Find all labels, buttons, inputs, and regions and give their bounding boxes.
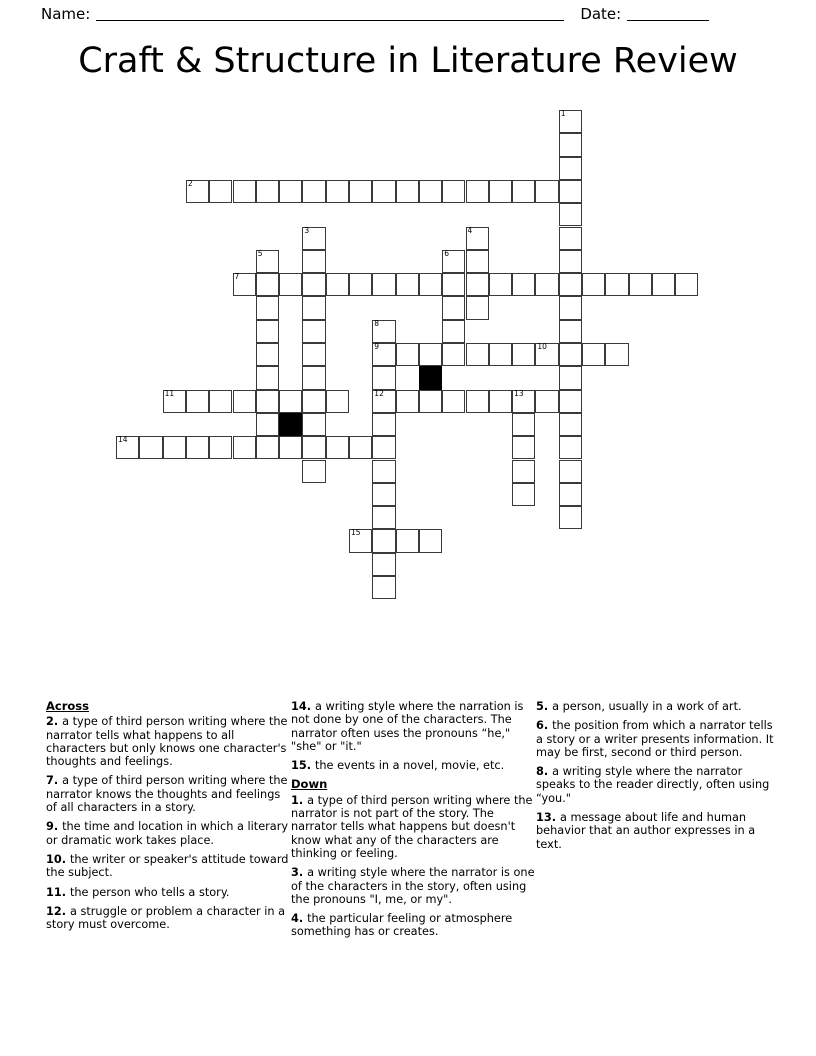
grid-cell[interactable] <box>442 320 465 343</box>
clue-number: 10. <box>46 852 70 866</box>
grid-cell[interactable] <box>582 273 605 296</box>
grid-cell[interactable] <box>279 273 302 296</box>
grid-cell[interactable] <box>512 343 535 366</box>
grid-cell[interactable] <box>233 180 256 203</box>
clue-text: a writing style where the narrator speaks to the reader directly, often using “you." <box>536 765 770 805</box>
grid-cell[interactable] <box>396 180 419 203</box>
grid-cell-number: 8 <box>374 318 380 328</box>
clue-column-3 <box>536 700 781 945</box>
date-input-line[interactable] <box>627 8 709 21</box>
grid-cell[interactable] <box>302 460 325 483</box>
grid-cell[interactable] <box>675 273 698 296</box>
grid-cell[interactable] <box>559 436 582 459</box>
page-title: Craft & Structure in Literature Review <box>78 41 738 81</box>
clue-number: 8. <box>536 765 553 779</box>
grid-cell[interactable] <box>559 366 582 389</box>
grid-cell[interactable] <box>559 483 582 506</box>
clue-number: 14. <box>291 700 315 713</box>
clue-down-4 <box>291 912 536 939</box>
grid-cell[interactable] <box>535 390 558 413</box>
grid-cell[interactable] <box>559 296 582 319</box>
grid-cell[interactable] <box>512 180 535 203</box>
grid-cell[interactable] <box>233 273 256 296</box>
grid-cell[interactable] <box>256 250 279 273</box>
grid-cell[interactable] <box>186 390 209 413</box>
clue-down-3 <box>291 866 536 906</box>
grid-cell[interactable] <box>372 413 395 436</box>
clue-text: a struggle or problem a character in a story must overcome. <box>46 904 286 932</box>
grid-cell[interactable] <box>302 296 325 319</box>
grid-cell[interactable] <box>466 250 489 273</box>
grid-cell[interactable] <box>512 413 535 436</box>
grid-cell-number: 1 <box>560 109 566 118</box>
grid-cell[interactable] <box>419 343 442 366</box>
grid-cell[interactable] <box>396 529 419 552</box>
date-label: Date: <box>580 5 622 23</box>
grid-cell[interactable] <box>326 390 349 413</box>
grid-cell[interactable] <box>256 320 279 343</box>
grid-cell-number: 13 <box>514 388 524 398</box>
grid-cell[interactable] <box>559 157 582 180</box>
clue-across-7 <box>46 774 291 814</box>
grid-cell[interactable] <box>302 413 325 436</box>
grid-cell[interactable] <box>559 110 582 133</box>
grid-cell[interactable] <box>372 529 395 552</box>
grid-cell-number: 10 <box>537 342 547 351</box>
grid-cell[interactable] <box>489 343 512 366</box>
grid-cell[interactable] <box>489 273 512 296</box>
clue-text: the particular feeling or atmosphere something has or creates. <box>291 912 513 939</box>
grid-cell[interactable] <box>233 436 256 459</box>
grid-cell[interactable] <box>559 343 582 366</box>
clue-column-2 <box>291 700 536 945</box>
clue-text: the position from which a narrator tells a story or a writer presents information. It may be first, second or third person. <box>536 719 774 759</box>
grid-cell[interactable] <box>279 436 302 459</box>
across-heading: Across <box>46 699 89 713</box>
clue-column-1 <box>46 700 291 945</box>
grid-cell[interactable] <box>466 390 489 413</box>
grid-cell[interactable] <box>559 250 582 273</box>
grid-cell[interactable] <box>349 529 372 552</box>
grid-cell[interactable] <box>302 390 325 413</box>
grid-cell[interactable] <box>419 180 442 203</box>
grid-cell[interactable] <box>559 180 582 203</box>
clue-number: 7. <box>46 774 63 788</box>
grid-cell[interactable] <box>302 250 325 273</box>
grid-cell-number: 14 <box>118 435 128 445</box>
name-label: Name: <box>41 5 91 23</box>
grid-cell-number: 12 <box>374 388 384 398</box>
grid-cell[interactable] <box>419 273 442 296</box>
grid-cell[interactable] <box>466 343 489 366</box>
grid-cell[interactable] <box>302 436 325 459</box>
clue-across-9 <box>46 820 291 847</box>
grid-cell[interactable] <box>326 180 349 203</box>
grid-cell[interactable] <box>442 273 465 296</box>
grid-cell[interactable] <box>559 273 582 296</box>
grid-cell[interactable] <box>302 180 325 203</box>
grid-cell[interactable] <box>535 343 558 366</box>
down-heading: Down <box>291 777 328 792</box>
clue-down-8 <box>536 765 781 805</box>
grid-cell[interactable] <box>256 180 279 203</box>
grid-cell[interactable] <box>279 180 302 203</box>
grid-cell[interactable] <box>372 460 395 483</box>
clue-number: 1. <box>291 793 308 807</box>
clue-number: 4. <box>291 912 308 926</box>
grid-cell[interactable] <box>466 273 489 296</box>
grid-cell[interactable] <box>372 576 395 599</box>
grid-cell-blocked <box>419 366 442 389</box>
grid-cell[interactable] <box>605 273 628 296</box>
clue-across-15 <box>291 759 536 772</box>
grid-cell[interactable] <box>302 227 325 250</box>
grid-cell[interactable] <box>256 366 279 389</box>
grid-cell[interactable] <box>512 483 535 506</box>
clue-text: the events in a novel, movie, etc. <box>314 759 505 773</box>
grid-cell[interactable] <box>256 273 279 296</box>
grid-cell[interactable] <box>186 180 209 203</box>
name-date-header <box>0 0 816 28</box>
grid-cell[interactable] <box>209 436 232 459</box>
grid-cell[interactable] <box>302 366 325 389</box>
clue-text: the writer or speaker's attitude toward the subject. <box>46 852 289 880</box>
grid-cell-number: 6 <box>444 248 449 258</box>
grid-cell[interactable] <box>279 390 302 413</box>
grid-cell[interactable] <box>559 413 582 436</box>
grid-cell[interactable] <box>372 483 395 506</box>
grid-cell[interactable] <box>163 390 186 413</box>
grid-cell[interactable] <box>256 390 279 413</box>
grid-cell[interactable] <box>349 273 372 296</box>
grid-cell[interactable] <box>256 436 279 459</box>
grid-cell[interactable] <box>559 320 582 343</box>
grid-cell-number: 7 <box>234 272 240 282</box>
grid-cell[interactable] <box>442 296 465 319</box>
grid-cell[interactable] <box>559 227 582 250</box>
grid-cell[interactable] <box>372 180 395 203</box>
grid-cell[interactable] <box>442 180 465 203</box>
grid-cell[interactable] <box>512 460 535 483</box>
clue-number: 11. <box>46 885 70 899</box>
grid-cell[interactable] <box>372 320 395 343</box>
clue-text: the person who tells a story. <box>69 885 230 899</box>
grid-cell[interactable] <box>139 436 162 459</box>
grid-cell[interactable] <box>419 390 442 413</box>
clue-number: 15. <box>291 759 315 773</box>
grid-cell[interactable] <box>489 390 512 413</box>
grid-cell-number: 15 <box>351 528 361 538</box>
grid-cell-number: 4 <box>467 225 473 235</box>
crossword-grid[interactable] <box>116 110 716 590</box>
grid-cell[interactable] <box>442 250 465 273</box>
grid-cell[interactable] <box>466 227 489 250</box>
grid-cell[interactable] <box>559 203 582 226</box>
grid-cell[interactable] <box>349 436 372 459</box>
grid-cell[interactable] <box>442 343 465 366</box>
grid-cell[interactable] <box>302 343 325 366</box>
grid-cell-number: 5 <box>257 248 263 258</box>
clue-down-13 <box>536 811 781 851</box>
clue-across-14 <box>291 700 536 753</box>
clue-across-11 <box>46 886 291 899</box>
grid-cell[interactable] <box>396 273 419 296</box>
clue-text: a writing style where the narrator is one of the characters in the story, often using the pronouns "I, me, or my". <box>291 866 535 906</box>
grid-cell[interactable] <box>209 390 232 413</box>
clue-text: the time and location in which a literary or dramatic work takes place. <box>46 820 289 847</box>
grid-cell[interactable] <box>605 343 628 366</box>
grid-cell[interactable] <box>652 273 675 296</box>
grid-cell[interactable] <box>396 390 419 413</box>
clue-number: 6. <box>536 719 553 733</box>
grid-cell-number: 2 <box>187 178 193 188</box>
name-input-line[interactable] <box>96 8 564 21</box>
grid-cell[interactable] <box>186 436 209 459</box>
grid-cell[interactable] <box>512 436 535 459</box>
grid-cell[interactable] <box>372 366 395 389</box>
grid-cell[interactable] <box>302 320 325 343</box>
clue-list <box>0 700 816 945</box>
grid-cell[interactable] <box>512 390 535 413</box>
grid-cell[interactable] <box>372 273 395 296</box>
clue-text: a message about life and human behavior that an author expresses in a text. <box>536 811 756 851</box>
clue-text: a type of third person writing where the narrator tells what happens to all characters but only knows one character's thoughts and feelings. <box>46 715 288 769</box>
clue-number: 2. <box>46 715 63 729</box>
clue-text: a person, usually in a work of art. <box>552 700 742 713</box>
grid-cell-number: 11 <box>164 388 175 398</box>
clue-number: 12. <box>46 904 70 918</box>
grid-cell[interactable] <box>559 460 582 483</box>
grid-cell[interactable] <box>535 273 558 296</box>
grid-cell[interactable] <box>629 273 652 296</box>
clue-number: 5. <box>536 700 553 713</box>
grid-cell[interactable] <box>372 436 395 459</box>
clue-text: a type of third person writing where the narrator is not part of the story. The narrator tells what happens but doesn't know what any of the characters are thinking or feeling. <box>291 793 533 860</box>
grid-cell[interactable] <box>535 180 558 203</box>
grid-cell[interactable] <box>582 343 605 366</box>
grid-cell[interactable] <box>372 506 395 529</box>
grid-cell[interactable] <box>559 506 582 529</box>
clue-number: 13. <box>536 811 560 825</box>
grid-cell[interactable] <box>489 180 512 203</box>
grid-cell[interactable] <box>233 390 256 413</box>
grid-cell[interactable] <box>419 529 442 552</box>
clue-down-1 <box>291 794 536 860</box>
clue-number: 3. <box>291 866 308 880</box>
grid-cell[interactable] <box>163 436 186 459</box>
grid-cell[interactable] <box>349 180 372 203</box>
clue-down-5 <box>536 700 781 713</box>
grid-cell[interactable] <box>466 296 489 319</box>
grid-cell[interactable] <box>442 390 465 413</box>
clue-text: a type of third person writing where the narrator knows the thoughts and feelings of all characters in a story. <box>46 774 288 815</box>
grid-cell[interactable] <box>209 180 232 203</box>
grid-cell[interactable] <box>466 180 489 203</box>
clue-down-6 <box>536 719 781 759</box>
clue-across-10 <box>46 853 291 880</box>
clue-text: a writing style where the narration is not done by one of the characters. The narrator often uses the pronouns “he," "she" or "it." <box>291 700 524 753</box>
grid-cell-number: 9 <box>374 342 380 351</box>
grid-cell[interactable] <box>372 390 395 413</box>
grid-cell[interactable] <box>256 413 279 436</box>
grid-cell[interactable] <box>302 273 325 296</box>
grid-cell[interactable] <box>512 273 535 296</box>
grid-cell[interactable] <box>256 296 279 319</box>
grid-cell-blocked <box>279 413 302 436</box>
clue-across-12 <box>46 905 291 932</box>
grid-cell[interactable] <box>256 343 279 366</box>
grid-cell[interactable] <box>372 343 395 366</box>
grid-cell[interactable] <box>372 553 395 576</box>
grid-cell[interactable] <box>559 133 582 156</box>
grid-cell[interactable] <box>326 436 349 459</box>
clue-number: 9. <box>46 820 63 834</box>
grid-cell[interactable] <box>326 273 349 296</box>
clue-across-2 <box>46 715 291 768</box>
grid-cell[interactable] <box>116 436 139 459</box>
grid-cell[interactable] <box>559 390 582 413</box>
grid-cell-number: 3 <box>304 225 310 235</box>
grid-cell[interactable] <box>396 343 419 366</box>
